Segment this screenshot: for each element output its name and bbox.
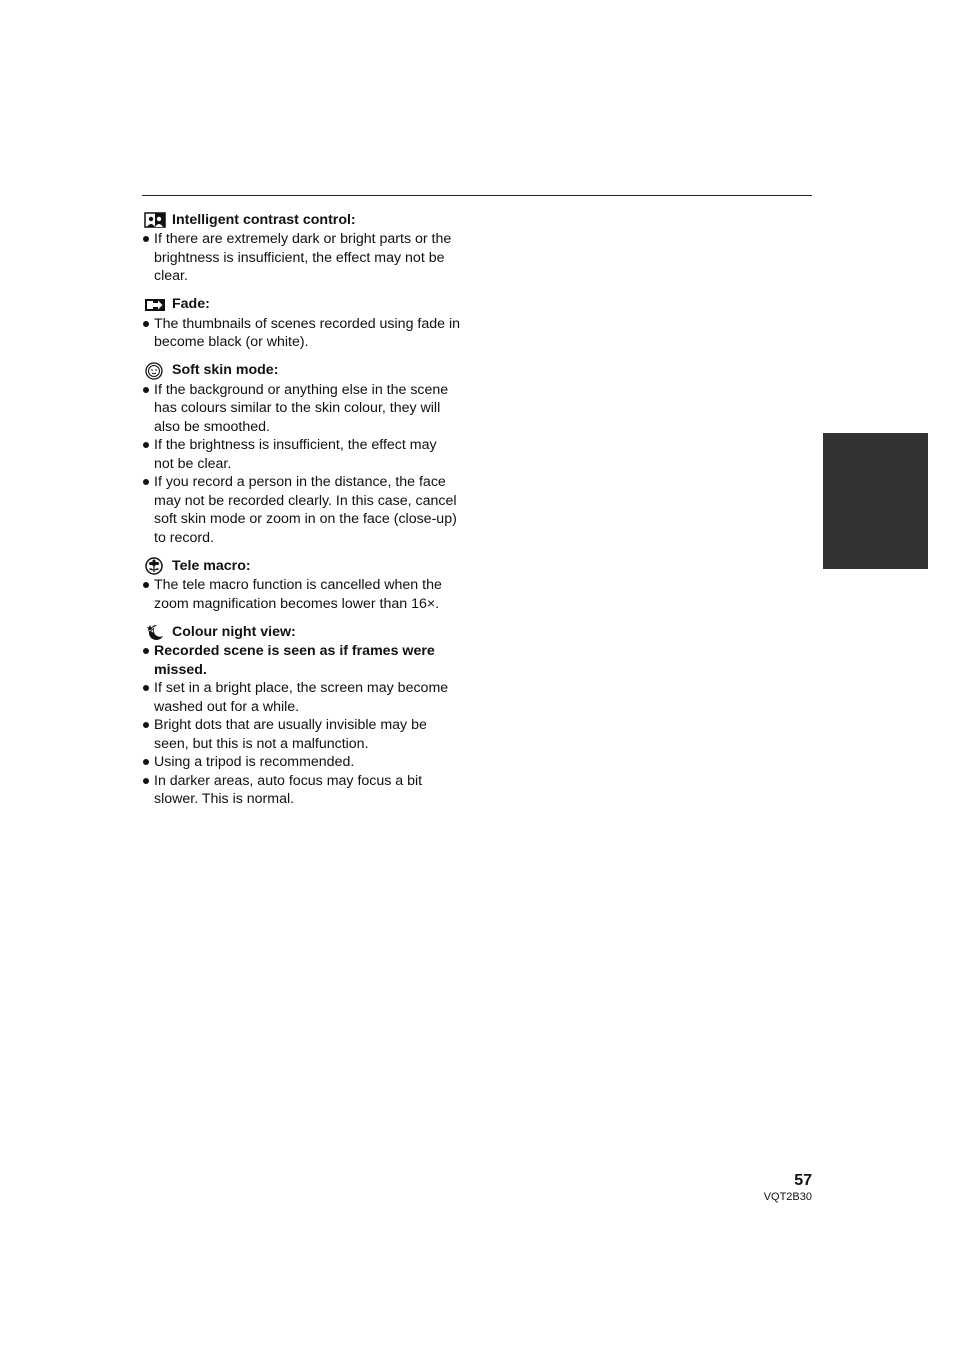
list-item: If the brightness is insufficient, the effect may not be clear. — [142, 436, 460, 473]
intelligent-contrast-icon — [144, 211, 166, 229]
section-heading — [142, 361, 460, 381]
list-item: If the background or anything else in the scene has colours similar to the skin colour, they will also be smoothed. — [142, 381, 460, 437]
list-item: Using a tripod is recommended. — [142, 753, 460, 772]
section-fade — [142, 295, 460, 352]
bullet-list — [142, 315, 460, 352]
section-intelligent-contrast — [142, 210, 460, 286]
section-heading — [142, 210, 460, 230]
bullet-list — [142, 642, 460, 809]
list-item: If set in a bright place, the screen may become washed out for a while. — [142, 679, 460, 716]
list-item: The tele macro function is cancelled when the zoom magnification becomes lower than 16×. — [142, 576, 460, 613]
section-title: Colour night view: — [172, 623, 296, 640]
list-item: If there are extremely dark or bright parts or the brightness is insufficient, the effect may not be clear. — [142, 230, 460, 286]
header-rule — [142, 195, 812, 196]
list-item: Recorded scene is seen as if frames were missed. — [142, 642, 460, 679]
section-tele-macro — [142, 556, 460, 613]
bullet-list — [142, 381, 460, 548]
list-item: Bright dots that are usually invisible may be seen, but this is not a malfunction. — [142, 716, 460, 753]
section-heading — [142, 622, 460, 642]
section-title: Intelligent contrast control: — [172, 211, 356, 228]
fade-icon — [144, 296, 166, 314]
list-item: The thumbnails of scenes recorded using fade in become black (or white). — [142, 315, 460, 352]
soft-skin-icon — [144, 362, 166, 380]
list-item: If you record a person in the distance, the face may not be recorded clearly. In this case, cancel soft skin mode or zoom in on the face (close-up) to record. — [142, 473, 460, 547]
notes-column — [142, 210, 460, 818]
tele-macro-icon — [144, 557, 166, 575]
page-number: 57 — [794, 1172, 812, 1189]
document-code: VQT2B30 — [763, 1191, 812, 1203]
section-heading — [142, 556, 460, 576]
list-item: In darker areas, auto focus may focus a bit slower. This is normal. — [142, 772, 460, 809]
bullet-list — [142, 576, 460, 613]
section-soft-skin — [142, 361, 460, 548]
section-title: Tele macro: — [172, 557, 251, 574]
chapter-tab — [823, 433, 928, 569]
bullet-list — [142, 230, 460, 286]
section-colour-night-view — [142, 622, 460, 809]
section-title: Fade: — [172, 296, 210, 313]
section-title: Soft skin mode: — [172, 362, 279, 379]
section-heading — [142, 295, 460, 315]
colour-night-view-icon — [144, 623, 166, 641]
